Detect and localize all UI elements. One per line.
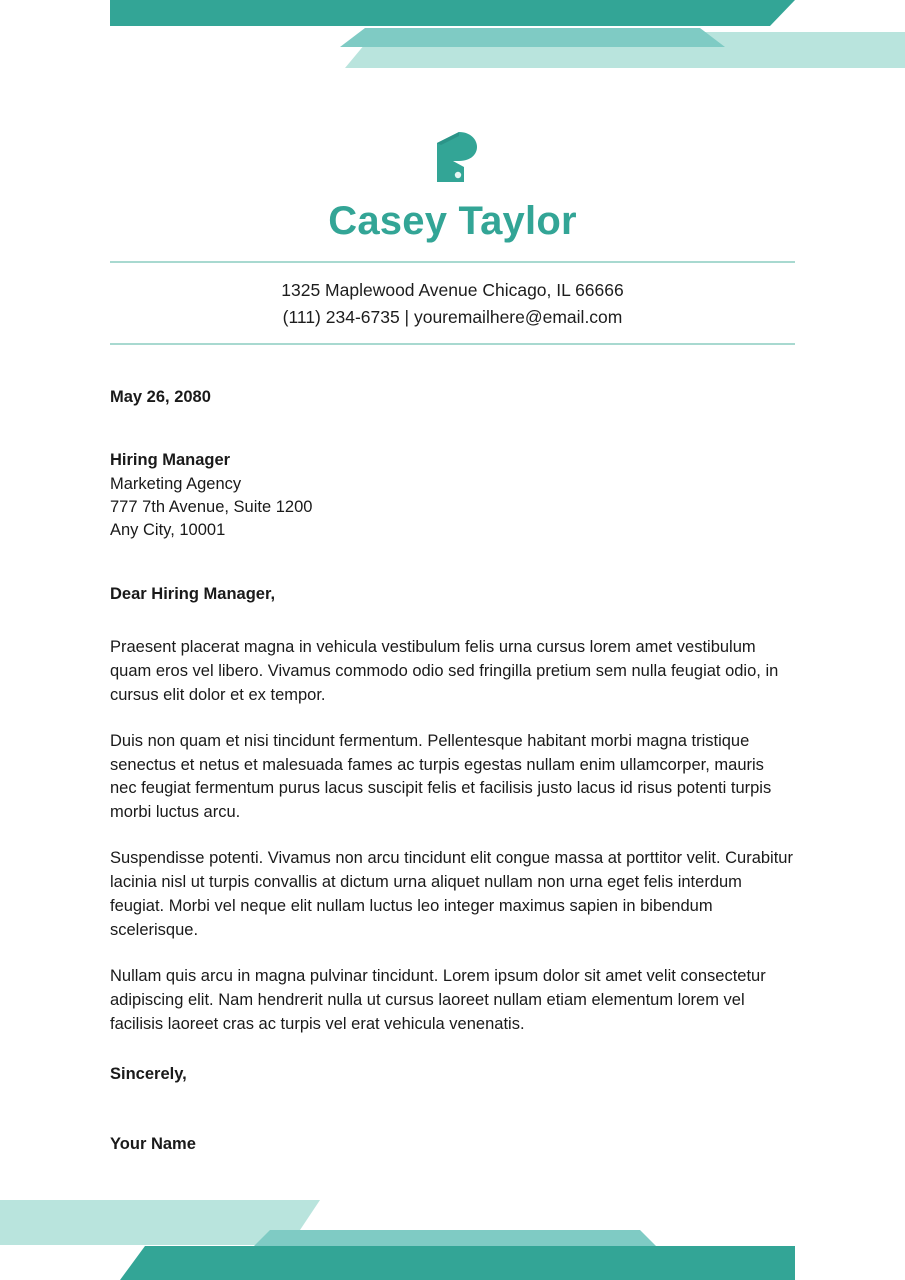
contact-block [0,263,905,343]
recipient-city-zip: Any City, 10001 [110,521,226,540]
salutation: Dear Hiring Manager, [110,584,276,603]
bottom-decoration [0,1200,905,1280]
recipient-name: Hiring Manager [110,451,231,470]
contact-phone-email: (111) 234-6735 | youremailhere@email.com [282,307,623,328]
deco-mid-band-bottom [250,1230,660,1250]
letter-date: May 26, 2080 [110,388,211,406]
letter-paragraph: Duis non quam et nisi tincidunt fermentum. Pellentesque habitant morbi magna tristique senectus et netus et malesuada fames ac turpis egestas nullam enim ullamcorper, mauris nec feugiat fermentum purus lacus suscipit felis et facilisis justo lacus id risus potenti turpis morbi luctus arcu. [110,731,772,822]
recipient-block [110,449,795,543]
letter-paragraph: Suspendisse potenti. Vivamus non arcu tincidunt elit congue massa at porttitor velit. Curabitur lacinia nisl ut turpis convallis at dictum urna aliquet nullam non urna eget felis interdum feugiat. Morbi vel neque elit nullam luctus leo integer maximus sapien in bibendum scelerisque. [110,849,793,940]
deco-dark-band-bottom [120,1246,795,1280]
recipient-street: 777 7th Avenue, Suite 1200 [110,497,313,516]
letter-paragraph: Nullam quis arcu in magna pulvinar tincidunt. Lorem ipsum dolor sit amet velit consectetur adipiscing elit. Nam hendrerit nulla ut cursus laoreet nullam etiam elementum lorem vel facilisis laoreet cras ac turpis vel erat vehicula venenatis. [110,967,766,1033]
signature-name: Your Name [110,1134,196,1153]
monogram-logo-icon [423,126,483,188]
letter-body [110,386,795,1156]
recipient-company: Marketing Agency [110,474,242,493]
closing-salutation: Sincerely, [110,1064,187,1083]
deco-light-band-bottom [0,1200,320,1245]
divider-bottom [110,343,795,345]
letter-paragraphs [110,636,795,1037]
letterhead [0,0,905,345]
letter-paragraph: Praesent placerat magna in vehicula vestibulum felis urna cursus lorem amet vestibulum quam eros vel libero. Vivamus commodo odio sed fringilla pretium sem nulla feugiat odio, in cursus elit dolor et ex tempor. [110,637,779,704]
contact-address: 1325 Maplewood Avenue Chicago, IL 66666 [281,280,624,300]
page-title: Casey Taylor [328,199,577,243]
